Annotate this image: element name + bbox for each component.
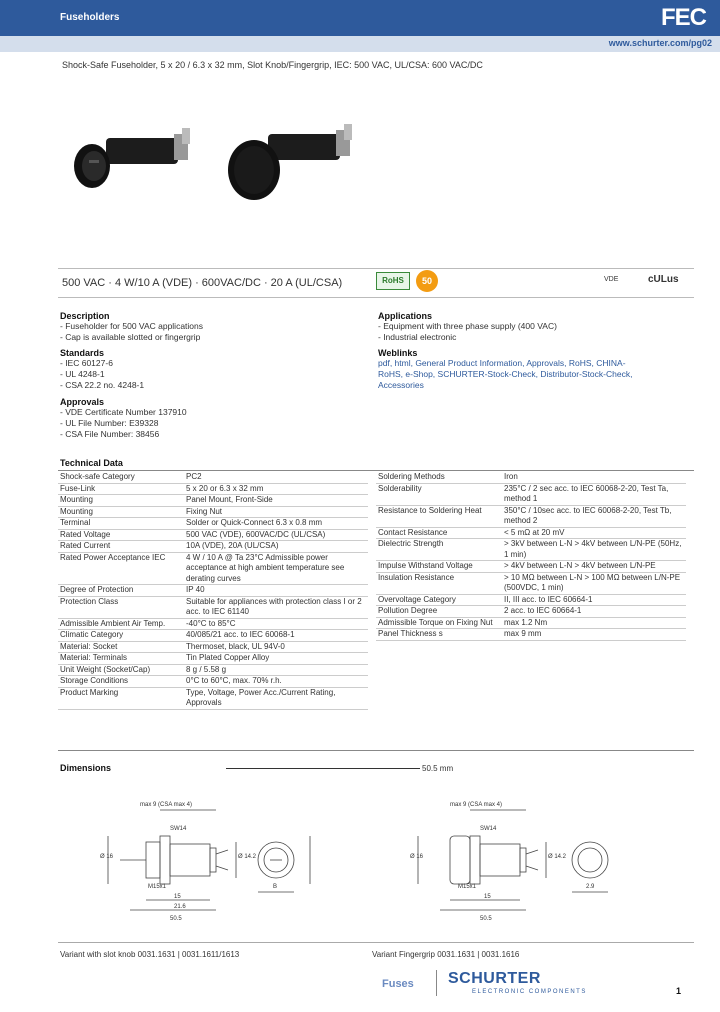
dim-max-cap-label: max 9 (CSA max 4) xyxy=(140,802,193,808)
technical-data-key: Insulation Resistance xyxy=(376,572,502,594)
technical-data-row xyxy=(376,539,686,561)
approvals-section xyxy=(60,397,187,440)
fuseholder-photo-slot xyxy=(70,120,200,200)
dim-w-label: 2.9 xyxy=(586,884,595,890)
technical-data-row xyxy=(58,653,368,665)
dim-max-cap-label: max 9 (CSA max 4) xyxy=(450,802,503,808)
description-line: - Cap is available slotted or fingergrip xyxy=(60,332,201,342)
technical-data-value: 4 W / 10 A @ Ta 23°C Admissible power acceptance at high ambient temperature see derating curves xyxy=(184,552,368,585)
technical-data-key: Material: Socket xyxy=(58,641,184,653)
technical-data-value: Panel Mount, Front-Side xyxy=(184,495,368,507)
technical-data-value: Fixing Nut xyxy=(184,506,368,518)
technical-data-value: 235°C / 2 sec acc. to IEC 60068-2-20, Test Ta, method 1 xyxy=(502,483,686,505)
approvals-line: - CSA File Number: 38456 xyxy=(60,429,160,439)
technical-data-key: Pollution Degree xyxy=(376,606,502,618)
technical-data-row xyxy=(58,472,368,483)
technical-data-row xyxy=(376,472,686,483)
approvals-heading: Approvals xyxy=(60,397,105,407)
caption-slot-variant: Variant with slot knob 0031.1631 | 0031.1611/1613 xyxy=(60,950,240,959)
dim-length-1-label: 15 xyxy=(484,894,491,900)
technical-data-value: Iron xyxy=(502,472,686,483)
footer-section-label: Fuses xyxy=(382,978,414,990)
description-heading: Description xyxy=(60,311,110,321)
rating-summary: 500 VAC · 4 W/10 A (VDE) · 600VAC/DC · 20 A (UL/CSA) xyxy=(62,277,343,289)
technical-data-row xyxy=(58,518,368,530)
technical-data-key: Rated Current xyxy=(58,541,184,553)
dim-dia-1-label: Ø 16 xyxy=(100,854,114,860)
technical-data-key: Admissible Ambient Air Temp. xyxy=(58,618,184,630)
technical-data-value: 500 VAC (VDE), 600VAC/DC (UL/CSA) xyxy=(184,529,368,541)
technical-data-value: II, III acc. to IEC 60664-1 xyxy=(502,594,686,606)
technical-data-value: max 1.2 Nm xyxy=(502,617,686,629)
standards-line: - UL 4248-1 xyxy=(60,369,105,379)
technical-data-table-right xyxy=(376,472,686,641)
technical-data-value: 350°C / 10sec acc. to IEC 60068-2-20, Test Tb, method 2 xyxy=(502,505,686,527)
dimension-drawing-fingergrip xyxy=(410,796,640,926)
technical-data-value: Type, Voltage, Power Acc./Current Rating, Approvals xyxy=(184,687,368,709)
technical-data-value: 0°C to 60°C, max. 70% r.h. xyxy=(184,676,368,688)
weblinks-heading: Weblinks xyxy=(378,348,418,358)
technical-data-row xyxy=(376,561,686,573)
anniversary-badge-icon: 50 xyxy=(416,270,438,292)
technical-data-key: Climatic Category xyxy=(58,630,184,642)
approvals-line: - UL File Number: E39328 xyxy=(60,418,159,428)
technical-data-key: Shock-safe Category xyxy=(58,472,184,483)
technical-data-key: Overvoltage Category xyxy=(376,594,502,606)
product-url[interactable]: www.schurter.com/pg02 xyxy=(608,38,712,48)
technical-data-value: 2 acc. to IEC 60664-1 xyxy=(502,606,686,618)
caption-fingergrip-variant: Variant Fingergrip 0031.1631 | 0031.1616 xyxy=(372,950,520,959)
applications-line: - Industrial electronic xyxy=(378,332,457,342)
approvals-line: - VDE Certificate Number 137910 xyxy=(60,407,187,417)
technical-data-heading: Technical Data xyxy=(60,458,123,468)
fuseholder-photo-fingergrip xyxy=(218,120,358,210)
technical-data-key: Admissible Torque on Fixing Nut xyxy=(376,617,502,629)
technical-data-value: PC2 xyxy=(184,472,368,483)
weblinks-line[interactable]: pdf, html, General Product Information, Approvals, RoHS, CHINA- xyxy=(378,358,626,368)
technical-data-key: Rated Voltage xyxy=(58,529,184,541)
dim-length-3-label: 50.5 xyxy=(480,916,492,922)
applications-line: - Equipment with three phase supply (400 VAC) xyxy=(378,321,557,331)
technical-data-key: Soldering Methods xyxy=(376,472,502,483)
weblinks-section xyxy=(378,348,632,391)
technical-data-key: Solderability xyxy=(376,483,502,505)
technical-data-row xyxy=(58,495,368,507)
technical-data-key: Storage Conditions xyxy=(58,676,184,688)
technical-data-row xyxy=(58,585,368,597)
weblinks-line[interactable]: Accessories xyxy=(378,380,424,390)
technical-data-key: Degree of Protection xyxy=(58,585,184,597)
technical-data-row xyxy=(58,676,368,688)
applications-heading: Applications xyxy=(378,311,433,321)
technical-data-key: Protection Class xyxy=(58,596,184,618)
technical-data-row xyxy=(58,506,368,518)
dim-dia-2-label: Ø 14.2 xyxy=(238,854,257,860)
dim-b-label: B xyxy=(273,884,278,890)
dim-sw-label: SW14 xyxy=(480,826,497,832)
technical-data-value: Solder or Quick-Connect 6.3 x 0.8 mm xyxy=(184,518,368,530)
technical-data-value: < 5 mΩ at 20 mV xyxy=(502,527,686,539)
technical-data-row xyxy=(58,641,368,653)
dim-thread-label: M15x1 xyxy=(148,884,167,890)
technical-data-value: IP 40 xyxy=(184,585,368,597)
brand-logo: FEC xyxy=(661,4,706,31)
category-title: Fuseholders xyxy=(60,12,120,23)
dim-length-3-label: 50.5 xyxy=(170,916,182,922)
technical-data-key: Panel Thickness s xyxy=(376,629,502,641)
technical-data-value: 5 x 20 or 6.3 x 32 mm xyxy=(184,483,368,495)
standards-line: - CSA 22.2 no. 4248-1 xyxy=(60,380,145,390)
technical-data-row xyxy=(376,606,686,618)
technical-data-value: 8 g / 5.58 g xyxy=(184,664,368,676)
dimension-drawing-slot xyxy=(100,796,330,926)
standards-section xyxy=(60,348,144,391)
technical-data-key: Mounting xyxy=(58,506,184,518)
technical-data-key: Mounting xyxy=(58,495,184,507)
technical-data-row xyxy=(58,630,368,642)
dimension-scale-bar xyxy=(226,768,420,769)
dim-dia-1-label: Ø 16 xyxy=(410,854,424,860)
dimensions-heading: Dimensions xyxy=(60,763,112,773)
description-section xyxy=(60,311,203,343)
technical-data-value: max 9 mm xyxy=(502,629,686,641)
description-line: - Fuseholder for 500 VAC applications xyxy=(60,321,204,331)
technical-data-row xyxy=(58,618,368,630)
technical-data-row xyxy=(376,505,686,527)
rohs-badge-icon: RoHS xyxy=(376,272,410,290)
technical-data-row xyxy=(376,629,686,641)
standards-heading: Standards xyxy=(60,348,105,358)
footer-separator xyxy=(436,970,437,996)
technical-data-rule xyxy=(58,470,694,471)
technical-data-key: Terminal xyxy=(58,518,184,530)
technical-data-row xyxy=(58,483,368,495)
technical-data-value: Thermoset, black, UL 94V-0 xyxy=(184,641,368,653)
technical-data-value: 10A (VDE), 20A (UL/CSA) xyxy=(184,541,368,553)
technical-data-row xyxy=(58,687,368,709)
technical-data-value: > 4kV between L-N > 4kV between L/N-PE xyxy=(502,561,686,573)
weblinks-line[interactable]: RoHS, e-Shop, SCHURTER-Stock-Check, Distributor-Stock-Check, xyxy=(378,369,633,379)
standards-line: - IEC 60127-6 xyxy=(60,358,113,368)
technical-data-value: Tin Plated Copper Alloy xyxy=(184,653,368,665)
dim-dia-2-label: Ø 14.2 xyxy=(548,854,567,860)
technical-data-key: Dielectric Strength xyxy=(376,539,502,561)
technical-data-key: Rated Power Acceptance IEC xyxy=(58,552,184,585)
schurter-logo: SCHURTER xyxy=(448,970,541,987)
technical-data-row xyxy=(376,594,686,606)
ul-mark-icon: cULus xyxy=(648,274,679,285)
vde-mark-icon: VDE xyxy=(604,276,619,283)
technical-data-row xyxy=(58,529,368,541)
technical-data-key: Unit Weight (Socket/Cap) xyxy=(58,664,184,676)
technical-data-value: > 3kV between L-N > 4kV between L/N-PE (50Hz, 1 min) xyxy=(502,539,686,561)
technical-data-key: Product Marking xyxy=(58,687,184,709)
technical-data-row xyxy=(376,483,686,505)
technical-data-table-left xyxy=(58,472,368,710)
footer-rule xyxy=(58,942,694,943)
dim-sw-label: SW14 xyxy=(170,826,187,832)
schurter-tagline: ELECTRONIC COMPONENTS xyxy=(472,989,587,995)
dim-thread-label: M15x1 xyxy=(458,884,477,890)
technical-data-value: -40°C to 85°C xyxy=(184,618,368,630)
technical-data-value: 40/085/21 acc. to IEC 60068-1 xyxy=(184,630,368,642)
technical-data-value: Suitable for appliances with protection class I or 2 acc. to IEC 61140 xyxy=(184,596,368,618)
technical-data-key: Contact Resistance xyxy=(376,527,502,539)
dim-length-2-label: 21.6 xyxy=(174,904,186,910)
product-subtitle: Shock-Safe Fuseholder, 5 x 20 / 6.3 x 32 mm, Slot Knob/Fingergrip, IEC: 500 VAC, UL/CSA: 600 VAC/DC xyxy=(62,60,483,70)
applications-section xyxy=(378,311,557,343)
technical-data-row xyxy=(376,572,686,594)
dimensions-rule xyxy=(58,750,694,751)
technical-data-row xyxy=(376,617,686,629)
technical-data-row xyxy=(58,596,368,618)
technical-data-key: Impulse Withstand Voltage xyxy=(376,561,502,573)
technical-data-key: Fuse-Link xyxy=(58,483,184,495)
technical-data-row xyxy=(58,664,368,676)
dimension-scale-label: 50.5 mm xyxy=(422,764,454,773)
technical-data-row xyxy=(58,552,368,585)
dim-length-1-label: 15 xyxy=(174,894,181,900)
page-number: 1 xyxy=(676,986,682,996)
technical-data-key: Material: Terminals xyxy=(58,653,184,665)
technical-data-value: > 10 MΩ between L-N > 100 MΩ between L/N-PE (500VDC, 1 min) xyxy=(502,572,686,594)
technical-data-row xyxy=(376,527,686,539)
technical-data-key: Resistance to Soldering Heat xyxy=(376,505,502,527)
technical-data-row xyxy=(58,541,368,553)
